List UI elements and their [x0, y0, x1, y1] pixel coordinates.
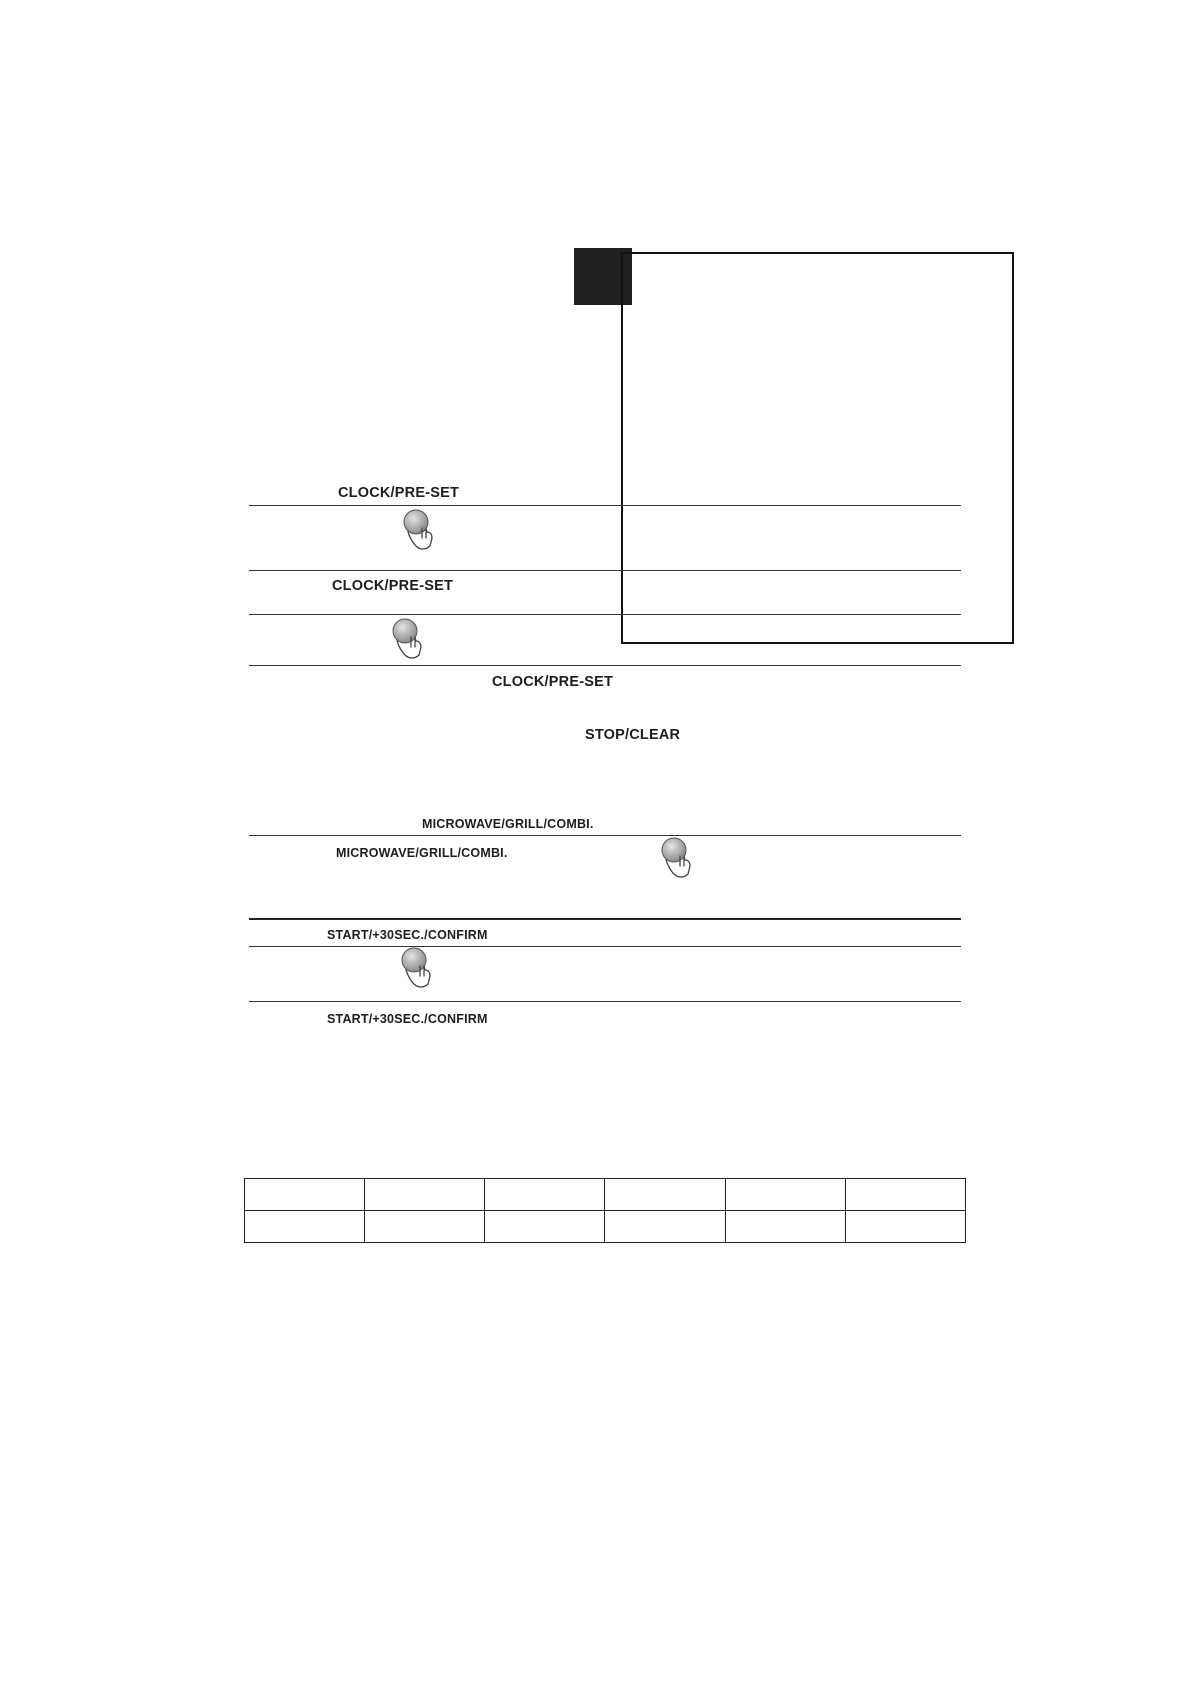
- start-confirm-label: START/+30SEC./CONFIRM: [327, 928, 488, 942]
- divider: [249, 1001, 961, 1002]
- table-cell: [845, 1179, 965, 1211]
- table-cell: [245, 1211, 365, 1243]
- table-cell: [485, 1211, 605, 1243]
- table-cell: [605, 1211, 725, 1243]
- stop-clear-label: STOP/CLEAR: [585, 727, 681, 743]
- clock-preset-label: CLOCK/PRE-SET: [492, 674, 614, 690]
- clock-preset-label: CLOCK/PRE-SET: [338, 485, 460, 501]
- divider: [249, 946, 961, 947]
- table-cell: [365, 1179, 485, 1211]
- divider: [249, 665, 961, 666]
- dial-icon: [398, 946, 436, 990]
- divider: [249, 570, 961, 571]
- table-cell: [245, 1179, 365, 1211]
- table-cell: [485, 1179, 605, 1211]
- table-cell: [725, 1179, 845, 1211]
- settings-table: [244, 1178, 966, 1243]
- divider: [249, 505, 961, 506]
- divider: [249, 614, 961, 615]
- start-confirm-label: START/+30SEC./CONFIRM: [327, 1012, 488, 1026]
- table-cell: [845, 1211, 965, 1243]
- table-cell: [725, 1211, 845, 1243]
- table-cell: [605, 1179, 725, 1211]
- table-row: [245, 1179, 966, 1211]
- divider: [249, 835, 961, 836]
- dial-icon: [400, 508, 438, 552]
- info-frame: [621, 252, 1014, 644]
- mode-step-label: MICROWAVE/GRILL/COMBI.: [336, 846, 508, 860]
- table-cell: [365, 1211, 485, 1243]
- divider: [249, 918, 961, 920]
- table-row: [245, 1211, 966, 1243]
- mode-heading-label: MICROWAVE/GRILL/COMBI.: [422, 817, 594, 831]
- clock-preset-label: CLOCK/PRE-SET: [332, 578, 454, 594]
- dial-icon: [658, 836, 696, 880]
- dial-icon: [389, 617, 427, 661]
